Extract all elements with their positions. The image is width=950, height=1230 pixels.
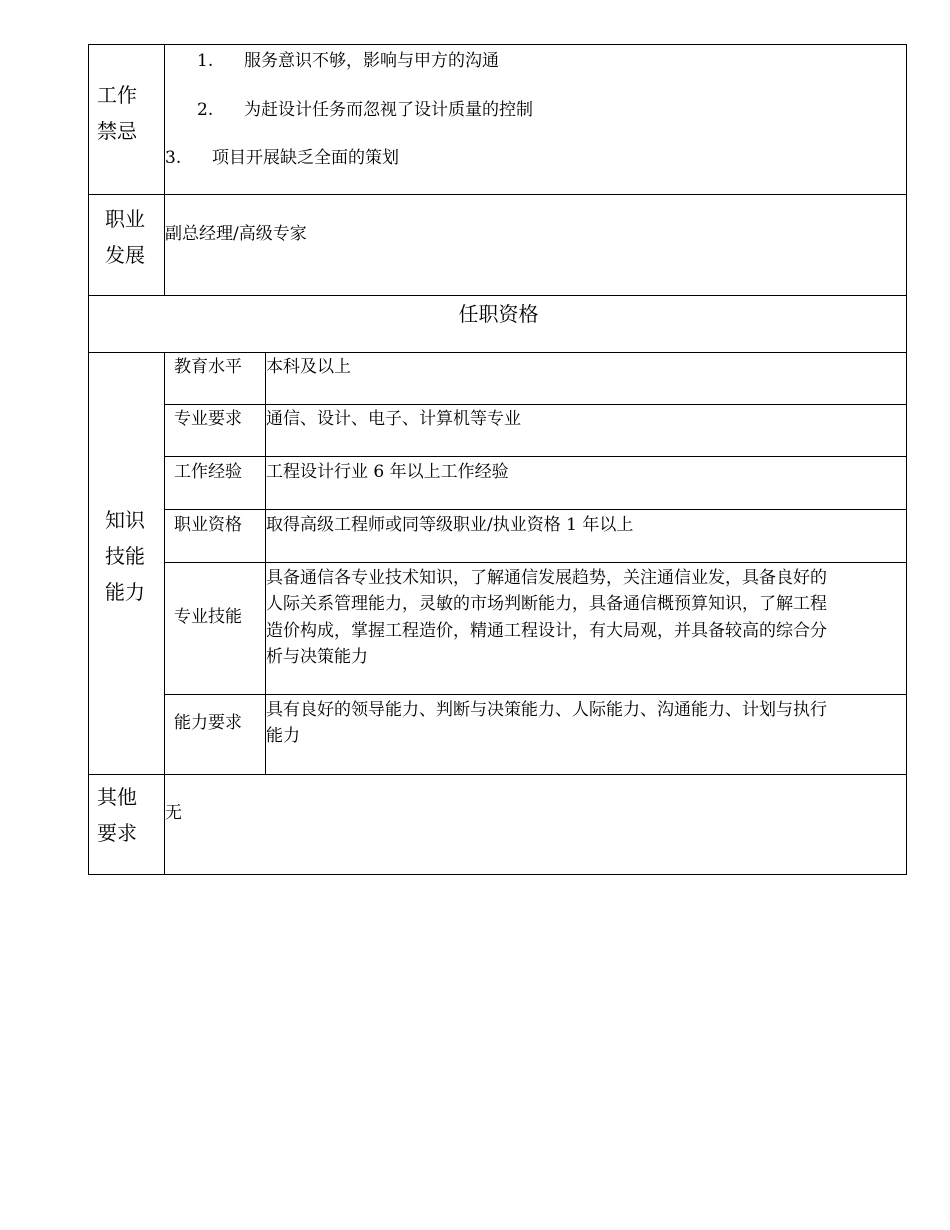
skills-label-cell <box>164 562 266 695</box>
taboos-content-cell <box>164 44 907 195</box>
ability-value-cell <box>265 694 907 775</box>
certification-value: 取得高级工程师或同等级职业/执业资格 1 年以上 <box>266 515 634 535</box>
taboos-label-cell <box>88 44 165 195</box>
career-value: 副总经理/高级专家 <box>165 224 307 244</box>
skills-value-line: 人际关系管理能力，灵敏的市场判断能力，具备通信概预算知识，了解工程 <box>266 594 827 614</box>
other-content-cell <box>164 774 907 875</box>
taboo-item-1-text: 服务意识不够，影响与甲方的沟通 <box>244 51 499 71</box>
other-value: 无 <box>165 803 182 823</box>
skills-value-line: 造价构成，掌握工程造价，精通工程设计，有大局观，并具备较高的综合分 <box>266 621 827 641</box>
experience-value: 工程设计行业 6 年以上工作经验 <box>266 462 509 482</box>
taboo-item-2-number: 2. <box>197 100 214 120</box>
qualification-header: 任职资格 <box>458 302 539 326</box>
ability-value-line: 能力 <box>266 726 300 746</box>
education-value-cell <box>265 352 907 405</box>
taboo-item-3-number: 3. <box>165 148 182 168</box>
education-label-cell <box>164 352 266 405</box>
taboo-item-3-text: 项目开展缺乏全面的策划 <box>212 148 399 168</box>
education-value: 本科及以上 <box>266 357 351 377</box>
taboo-item-1-number: 1. <box>197 51 214 71</box>
ability-value-line: 具有良好的领导能力、判断与决策能力、人际能力、沟通能力、计划与执行 <box>266 700 827 720</box>
skills-value-cell <box>265 562 907 695</box>
experience-label-cell <box>164 456 266 510</box>
skills-label: 专业技能 <box>174 607 242 627</box>
skills-value-line: 析与决策能力 <box>266 647 368 667</box>
major-label: 专业要求 <box>174 409 242 429</box>
knowledge-label-cell <box>88 352 165 775</box>
other-label-cell <box>88 774 165 875</box>
knowledge-label: 知识 技能 能力 <box>105 508 145 604</box>
experience-value-cell <box>265 456 907 510</box>
other-label: 其他 要求 <box>97 785 137 845</box>
skills-value-line: 具备通信各专业技术知识，了解通信发展趋势，关注通信业发，具备良好的 <box>266 568 827 588</box>
taboo-item-2-text: 为赶设计任务而忽视了设计质量的控制 <box>244 100 533 120</box>
experience-label: 工作经验 <box>174 462 242 482</box>
ability-label-cell <box>164 694 266 775</box>
certification-label: 职业资格 <box>174 515 242 535</box>
certification-label-cell <box>164 509 266 563</box>
major-value-cell <box>265 404 907 457</box>
career-label: 职业 发展 <box>105 207 145 267</box>
major-label-cell <box>164 404 266 457</box>
taboos-label: 工作 禁忌 <box>97 83 137 143</box>
career-label-cell <box>88 194 165 296</box>
ability-label: 能力要求 <box>174 713 242 733</box>
major-value: 通信、设计、电子、计算机等专业 <box>266 409 521 429</box>
certification-value-cell <box>265 509 907 563</box>
qualification-header-cell <box>88 295 907 353</box>
career-content-cell <box>164 194 907 296</box>
education-label: 教育水平 <box>174 357 242 377</box>
